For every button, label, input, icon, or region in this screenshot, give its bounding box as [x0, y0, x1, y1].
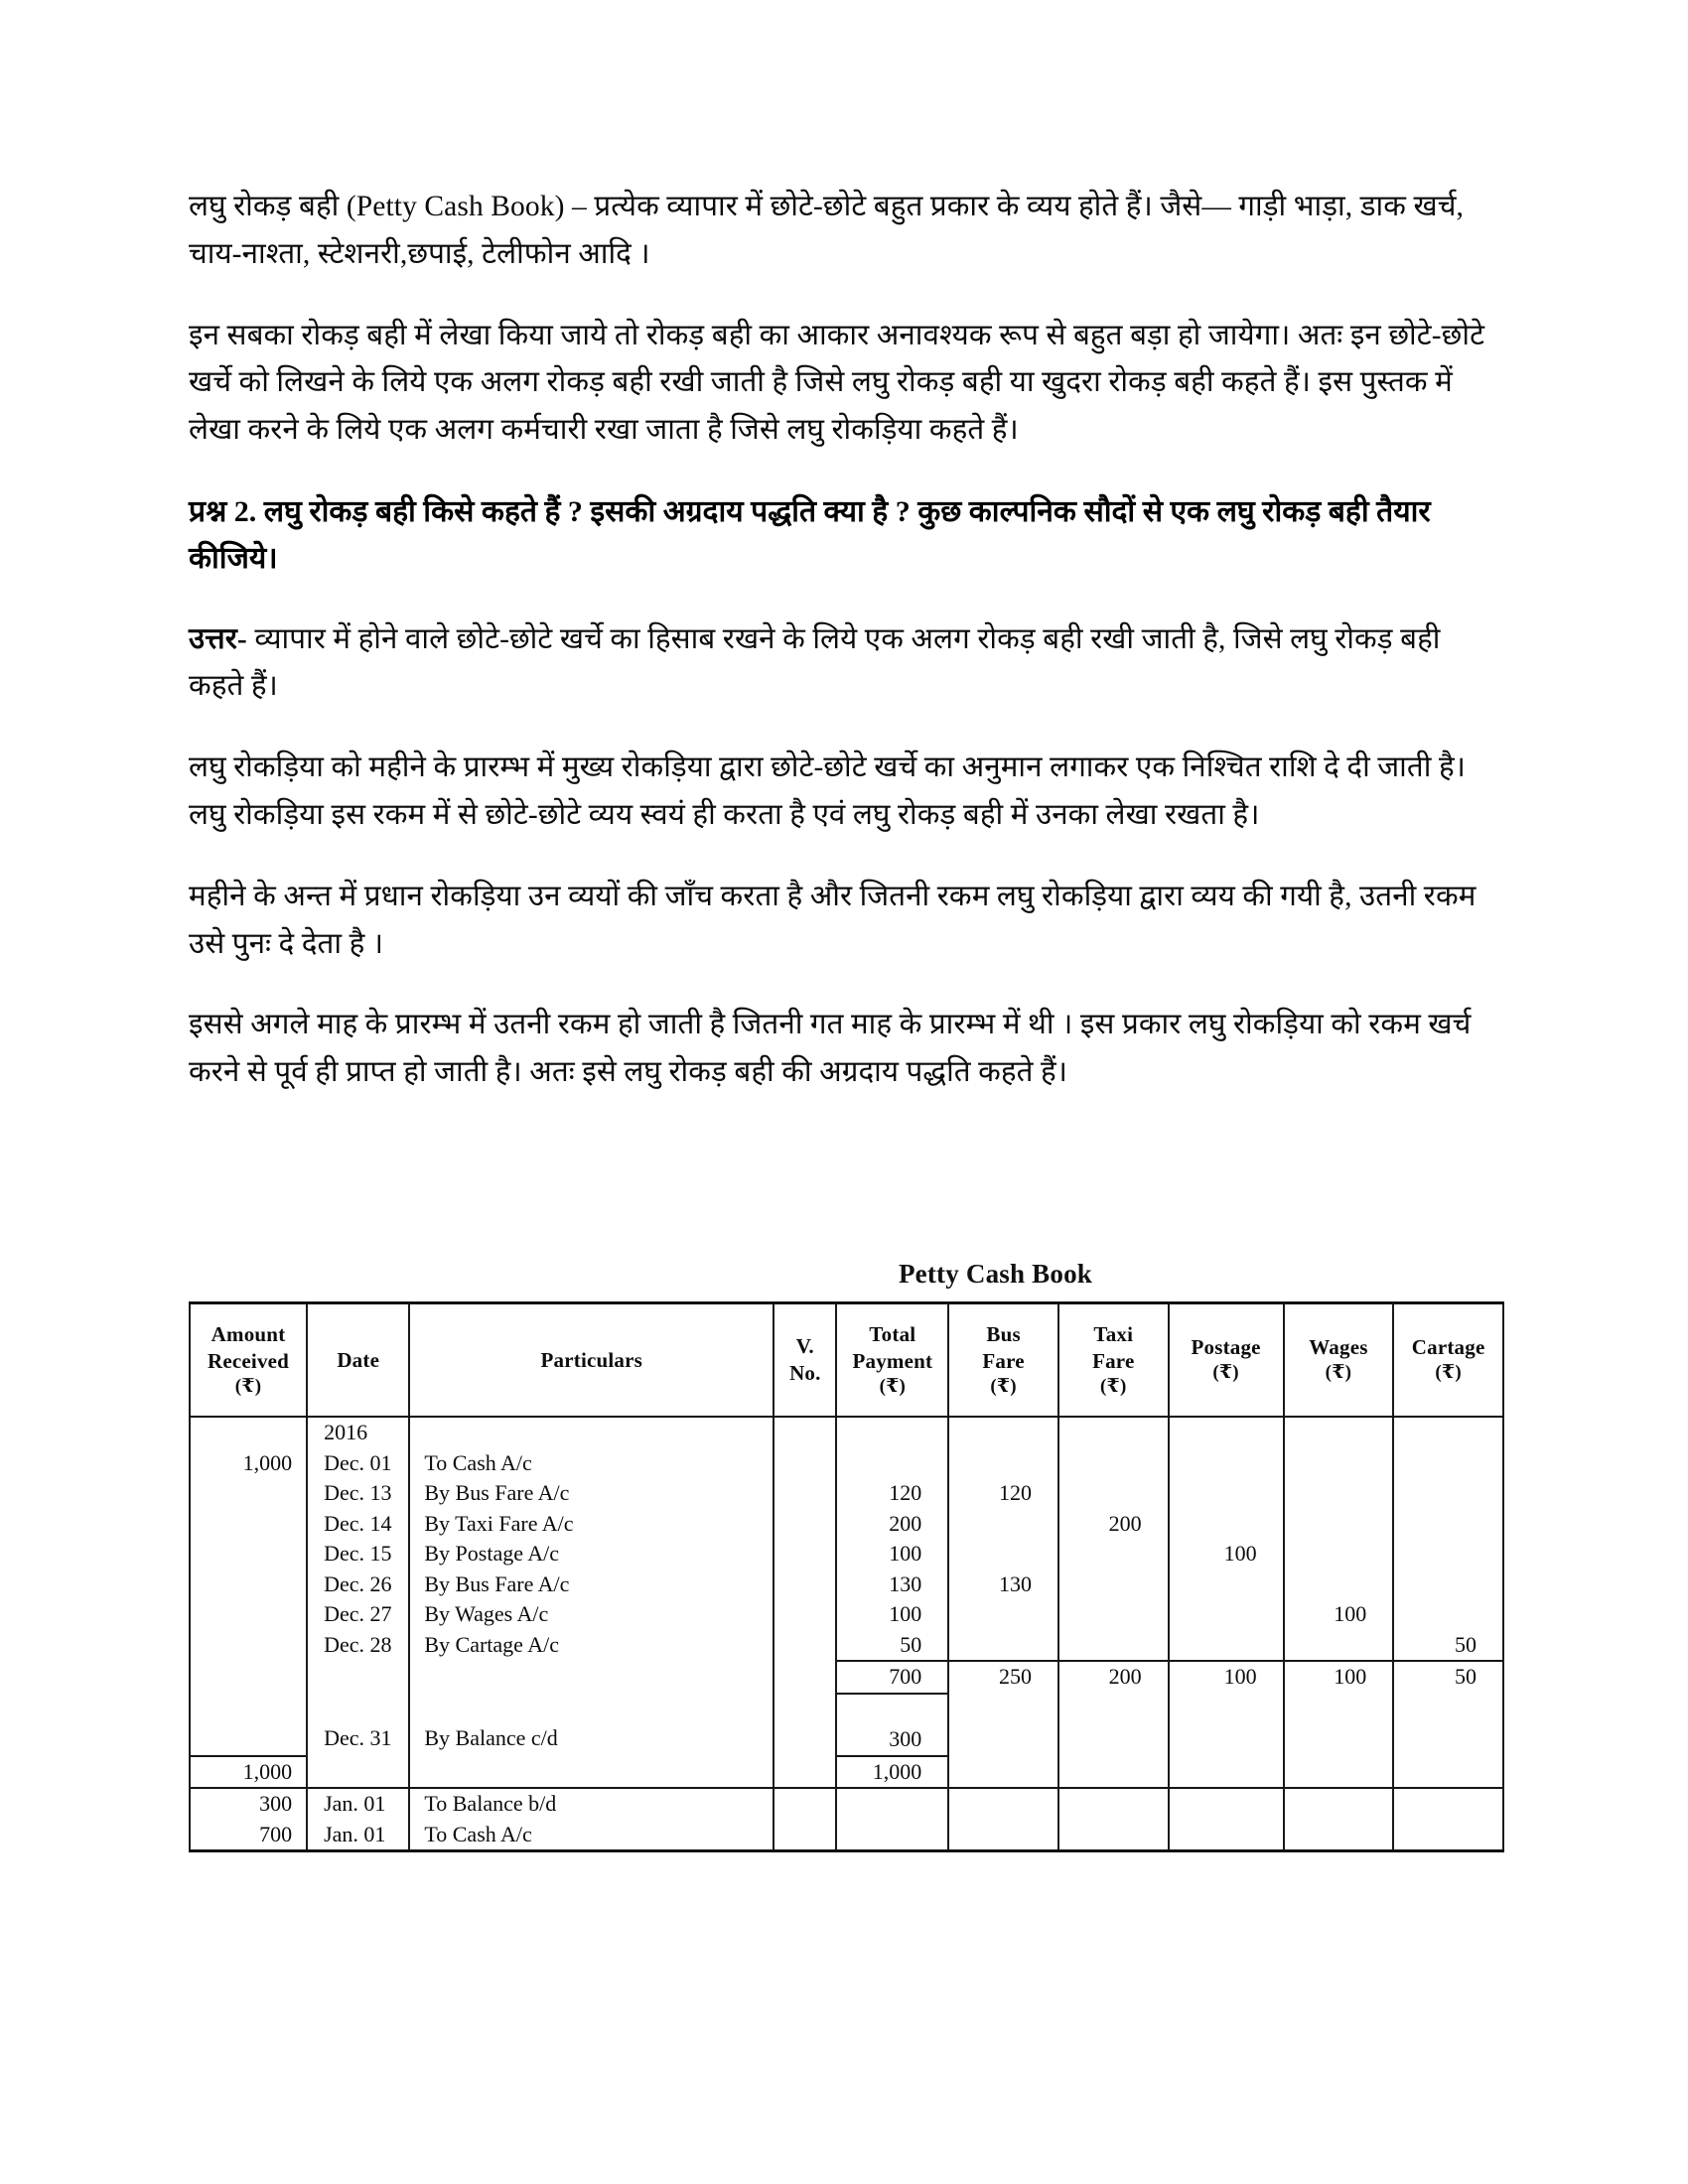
totals-particulars: [409, 1661, 774, 1694]
stack-bus-fare: 120 130: [998, 1480, 1032, 1596]
petty-cash-book-block: [189, 1259, 1504, 1852]
col-amount-received-symbol: (₹): [234, 1375, 262, 1397]
col-cartage-label: Cartage: [1411, 1335, 1485, 1360]
stack-taxi-fare: 200: [1108, 1510, 1142, 1536]
col-wages-label: Wages: [1309, 1335, 1368, 1360]
opening-wages: [1284, 1788, 1394, 1849]
cell-bus-fare-entries: [948, 1417, 1058, 1661]
col-total-payment: [836, 1303, 948, 1418]
paragraph-month-end: महीने के अन्त में प्रधान रोकड़िया उन व्ययों की जाँच करता है और जितनी रकम लघु रोकड़िया द्वारा व्यय की गयी है, उतनी रकम उसे पुनः दे देता है ।: [189, 880, 1477, 960]
cell-taxi-fare-entries: [1058, 1417, 1169, 1661]
cell-date-entries: [307, 1417, 409, 1661]
stack-amount-received: 1,000: [242, 1449, 293, 1475]
cell-particulars-entries: [409, 1417, 774, 1661]
closing-particulars: [409, 1756, 774, 1789]
balance-cartage: [1393, 1694, 1503, 1756]
petty-cash-book-table: [189, 1301, 1504, 1849]
table-entries-block: [190, 1417, 1503, 1661]
closing-date: [307, 1756, 409, 1789]
col-total-payment-line1: Total: [869, 1321, 916, 1346]
opening-date: Jan. 01 Jan. 01: [307, 1788, 409, 1849]
col-total-payment-symbol: (₹): [879, 1375, 907, 1397]
totals-wages: 100: [1284, 1661, 1394, 1694]
balance-bus-fare: [948, 1694, 1058, 1756]
col-bus-fare: [948, 1303, 1058, 1418]
closing-voucher-no: [774, 1756, 836, 1789]
opening-cartage: [1393, 1788, 1503, 1849]
col-particulars: [409, 1303, 774, 1418]
cell-postage-entries: [1169, 1417, 1284, 1661]
totals-amount-received: [190, 1661, 307, 1694]
stack-date: 2016 Dec. 01 Dec. 13 Dec. 14 Dec. 15 Dec. 26 Dec. 27 Dec. 28: [324, 1420, 392, 1657]
paragraph-imprest-system: इससे अगले माह के प्रारम्भ में उतनी रकम हो जाती है जितनी गत माह के प्रारम्भ में थी । इस प्रकार लघु रोकड़िया को रकम खर्च करने से पूर्व ही प्राप्त हो जाती है। अतः इसे लघु रोकड़ बही की अग्रदाय पद्धति कहते हैं।: [189, 1009, 1472, 1089]
table-body: [190, 1417, 1503, 1849]
text-content: [189, 184, 1494, 1131]
paragraph-rationale: इन सबका रोकड़ बही में लेखा किया जाये तो रोकड़ बही का आकार अनावश्यक रूप से बहुत बड़ा हो जायेगा। अतः इन छोटे-छोटे खर्चे को लिखने के लिये एक अलग रोकड़ बही रखी जाती है जिसे लघु रोकड़ बही या खुदरा रोकड़ बही कहते हैं। इस पुस्तक में लेखा करने के लिये एक अलग कर्मचारी रखा जाता है जिसे लघु रोकड़िया कहते हैं।: [189, 319, 1485, 447]
balance-amount-received: [190, 1694, 307, 1756]
col-voucher-no-line1: V.: [795, 1334, 814, 1359]
totals-voucher-no: [774, 1661, 836, 1694]
opening-taxi-fare: [1058, 1788, 1169, 1849]
table-balance-row: [190, 1694, 1503, 1756]
stack-particulars: To Cash A/c By Bus Fare A/c By Taxi Fare A/c By Postage A/c By Bus Fare A/c By Wages A/c By Cartage A/c: [424, 1449, 574, 1657]
balance-taxi-fare: [1058, 1694, 1169, 1756]
closing-wages: [1284, 1756, 1394, 1789]
col-amount-received-line1: Amount: [211, 1321, 286, 1346]
closing-cartage: [1393, 1756, 1503, 1789]
col-amount-received-line2: Received: [208, 1348, 290, 1373]
answer-text: व्यापार में होने वाले छोटे-छोटे खर्चे का हिसाब रखने के लिये एक अलग रोकड़ बही रखी जाती है, जिसे लघु रोकड़ बही कहते हैं।: [189, 622, 1441, 703]
table-title: Petty Cash Book: [898, 1259, 1092, 1289]
opening-particulars: To Balance b/d To Cash A/c: [409, 1788, 774, 1849]
totals-postage: 100: [1169, 1661, 1284, 1694]
col-taxi-fare-symbol: (₹): [1100, 1375, 1127, 1397]
col-bus-fare-symbol: (₹): [990, 1375, 1017, 1397]
col-date: [307, 1303, 409, 1418]
col-amount-received: [190, 1303, 307, 1418]
col-taxi-fare-line2: Fare: [1092, 1348, 1135, 1373]
closing-total-payment: 1,000: [836, 1756, 948, 1789]
table-header-row: [190, 1303, 1503, 1418]
question-heading: प्रश्न 2. लघु रोकड़ बही किसे कहते हैं ? इसकी अग्रदाय पद्धति क्या है ? कुछ काल्पनिक सौदों से एक लघु रोकड़ बही तैयार कीजिये।: [189, 494, 1431, 576]
cell-voucher-no-entries: [774, 1417, 836, 1661]
cell-cartage-entries: [1393, 1417, 1503, 1661]
table-closing-row: [190, 1756, 1503, 1789]
opening-voucher-no: [774, 1788, 836, 1849]
stack-postage: 100: [1223, 1541, 1257, 1566]
totals-taxi-fare: 200: [1058, 1661, 1169, 1694]
totals-date: [307, 1661, 409, 1694]
cell-amount-received-entries: [190, 1417, 307, 1661]
closing-postage: [1169, 1756, 1284, 1789]
col-wages: [1284, 1303, 1394, 1418]
stack-cartage: 50: [1455, 1631, 1477, 1657]
closing-bus-fare: [948, 1756, 1058, 1789]
totals-total-payment: 700: [836, 1661, 948, 1694]
balance-voucher-no: [774, 1694, 836, 1756]
col-bus-fare-line1: Bus: [986, 1321, 1021, 1346]
col-voucher-no: [774, 1303, 836, 1418]
table-header: [190, 1303, 1503, 1418]
col-taxi-fare: [1058, 1303, 1169, 1418]
col-particulars-label: Particulars: [540, 1347, 643, 1372]
closing-amount-received: 1,000: [190, 1756, 307, 1789]
table-opening-rows: [190, 1788, 1503, 1849]
opening-amount-received: 300 700: [190, 1788, 307, 1849]
col-postage-symbol: (₹): [1212, 1362, 1239, 1384]
balance-wages: [1284, 1694, 1394, 1756]
totals-cartage: 50: [1393, 1661, 1503, 1694]
col-voucher-no-line2: No.: [789, 1361, 821, 1385]
balance-particulars: By Balance c/d: [409, 1694, 774, 1756]
opening-postage: [1169, 1788, 1284, 1849]
opening-bus-fare: [948, 1788, 1058, 1849]
stack-total-payment: 120 200 100 130 100 50: [889, 1480, 922, 1657]
table-bottom-rule: [189, 1849, 1504, 1852]
opening-total-payment: [836, 1788, 948, 1849]
col-wages-symbol: (₹): [1325, 1362, 1352, 1384]
cell-wages-entries: [1284, 1417, 1394, 1661]
col-bus-fare-line2: Fare: [982, 1348, 1025, 1373]
balance-postage: [1169, 1694, 1284, 1756]
answer-label: उत्तर-: [189, 622, 247, 655]
col-date-label: Date: [337, 1347, 380, 1372]
closing-taxi-fare: [1058, 1756, 1169, 1789]
answer-paragraph: [189, 616, 1494, 712]
totals-bus-fare: 250: [948, 1661, 1058, 1694]
paragraph-imprest-advance: लघु रोकड़िया को महीने के प्रारम्भ में मुख्य रोकड़िया द्वारा छोटे-छोटे खर्चे का अनुमान लगाकर एक निश्चित राशि दे दी जाती है। लघु रोकड़िया इस रकम में से छोटे-छोटे व्यय स्वयं ही करता है एवं लघु रोकड़ बही में उनका लेखा रखता है।: [189, 751, 1467, 832]
col-cartage-symbol: (₹): [1435, 1362, 1462, 1384]
col-cartage: [1393, 1303, 1503, 1418]
col-taxi-fare-line1: Taxi: [1093, 1321, 1134, 1346]
stack-wages: 100: [1334, 1601, 1367, 1626]
cell-total-payment-entries: [836, 1417, 948, 1661]
stack-voucher-no: [774, 1418, 835, 1660]
balance-total-payment: 300: [836, 1694, 948, 1756]
col-postage-label: Postage: [1191, 1335, 1261, 1360]
col-total-payment-line2: Payment: [852, 1348, 933, 1373]
col-postage: [1169, 1303, 1284, 1418]
balance-date: Dec. 31: [307, 1694, 409, 1756]
paragraph-intro: लघु रोकड़ बही (Petty Cash Book) – प्रत्येक व्यापार में छोटे-छोटे बहुत प्रकार के व्यय होते हैं। जैसे— गाड़ी भाड़ा, डाक खर्च, चाय-नाश्ता, स्टेशनरी,छपाई, टेलीफोन आदि ।: [189, 191, 1465, 270]
table-totals-row: [190, 1661, 1503, 1694]
